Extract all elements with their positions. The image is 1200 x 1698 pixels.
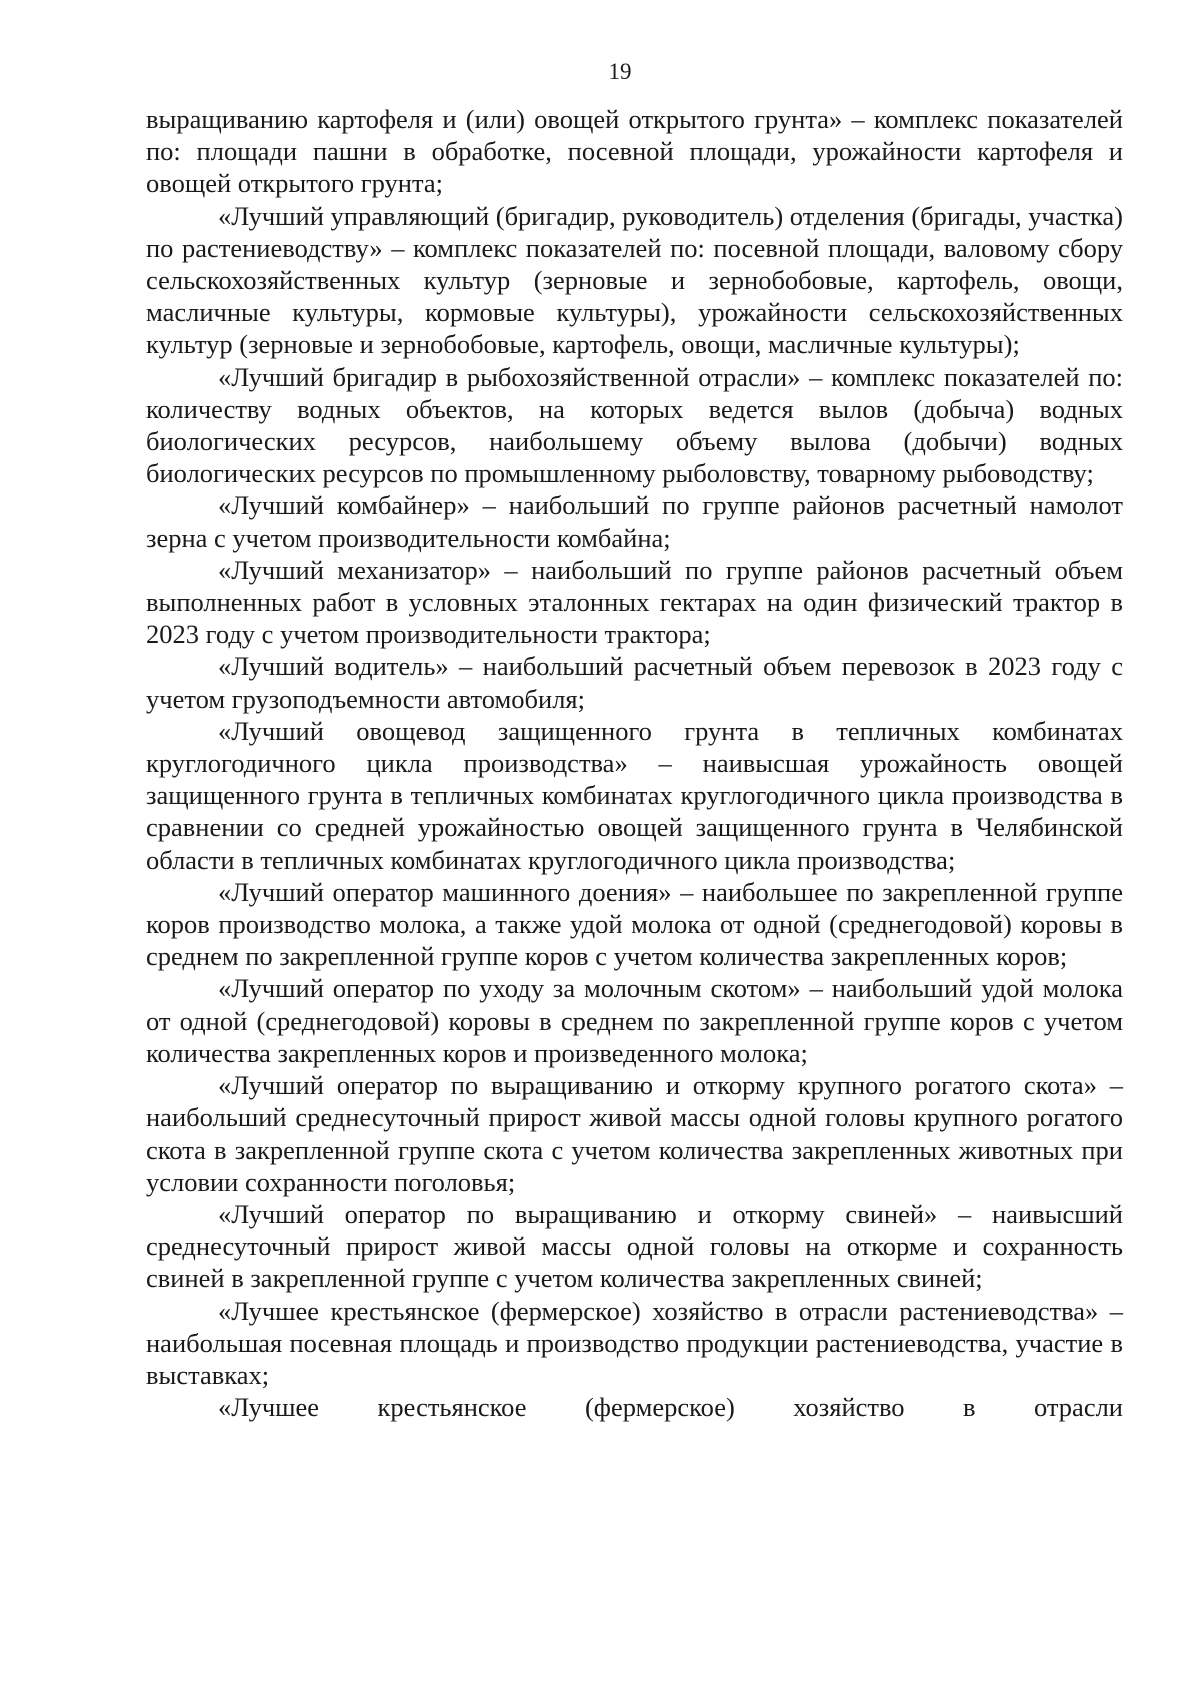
paragraph: «Лучший овощевод защищенного грунта в тепличных комбинатах круглогодичного цикла производства» – наивысшая урожайность овощей защищенного грунта в тепличных комбинатах круглогодичного цикла производства в сравнении со средней урожайностью овощей защищенного грунта в Челябинской области в тепличных комбинатах круглогодичного цикла производства; [146,715,1123,875]
paragraph: «Лучшее крестьянское (фермерское) хозяйство в отрасли [218,1392,1123,1423]
paragraph: «Лучший водитель» – наибольший расчетный объем перевозок в 2023 году с учетом грузоподъемности автомобиля; [146,651,1123,714]
paragraph: «Лучший бригадир в рыбохозяйственной отрасли» – комплекс показателей по: количеству водных объектов, на которых ведется вылов (добыча) водных биологических ресурсов, наибольшему объему вылова (добычи) водных биологических ресурсов по промышленному рыболовству, товарному рыбоводству; [146,361,1123,489]
paragraph: «Лучший оператор по уходу за молочным скотом» – наибольший удой молока от одной (среднегодовой) коровы в среднем по закрепленной группе коров с учетом количества закрепленных коров и произведенного молока; [146,973,1123,1068]
paragraph: «Лучший оператор машинного доения» – наибольшее по закрепленной группе коров производство молока, а также удой молока от одной (среднегодовой) коровы в среднем по закрепленной группе коров с учетом количества закрепленных коров; [146,876,1123,972]
paragraph: «Лучший управляющий (бригадир, руководитель) отделения (бригады, участка) по растениеводству» – комплекс показателей по: посевной площади, валовому сбору сельскохозяйственных культур (зерновые и зернобобовые, картофель, овощи, масличные культуры, кормовые культуры), урожайности сельскохозяйственных культур (зерновые и зернобобовые, картофель, овощи, масличные культуры); [146,200,1123,360]
paragraph: «Лучший комбайнер» – наибольший по группе районов расчетный намолот зерна с учетом производительности комбайна; [146,490,1123,553]
paragraph: «Лучший оператор по выращиванию и откорму свиней» – наивысший среднесуточный прирост живой массы одной головы на откорме и сохранность свиней в закрепленной группе с учетом количества закрепленных свиней; [146,1198,1123,1294]
page-number: 19 [608,59,632,84]
paragraph: выращиванию картофеля и (или) овощей открытого грунта» – комплекс показателей по: площади пашни в обработке, посевной площади, урожайности картофеля и овощей открытого грунта; [146,104,1123,199]
paragraph: «Лучший механизатор» – наибольший по группе районов расчетный объем выполненных работ в условных эталонных гектарах на один физический трактор в 2023 году с учетом производительности трактора; [146,554,1123,650]
paragraph: «Лучшее крестьянское (фермерское) хозяйство в отрасли растениеводства» – наибольшая посевная площадь и производство продукции растениеводства, участие в выставках; [146,1295,1123,1390]
paragraph: «Лучший оператор по выращиванию и откорму крупного рогатого скота» – наибольший среднесуточный прирост живой массы одной головы крупного рогатого скота в закрепленной группе скота с учетом количества закрепленных животных при условии сохранности поголовья; [146,1070,1123,1197]
document-body [146,103,1123,1423]
